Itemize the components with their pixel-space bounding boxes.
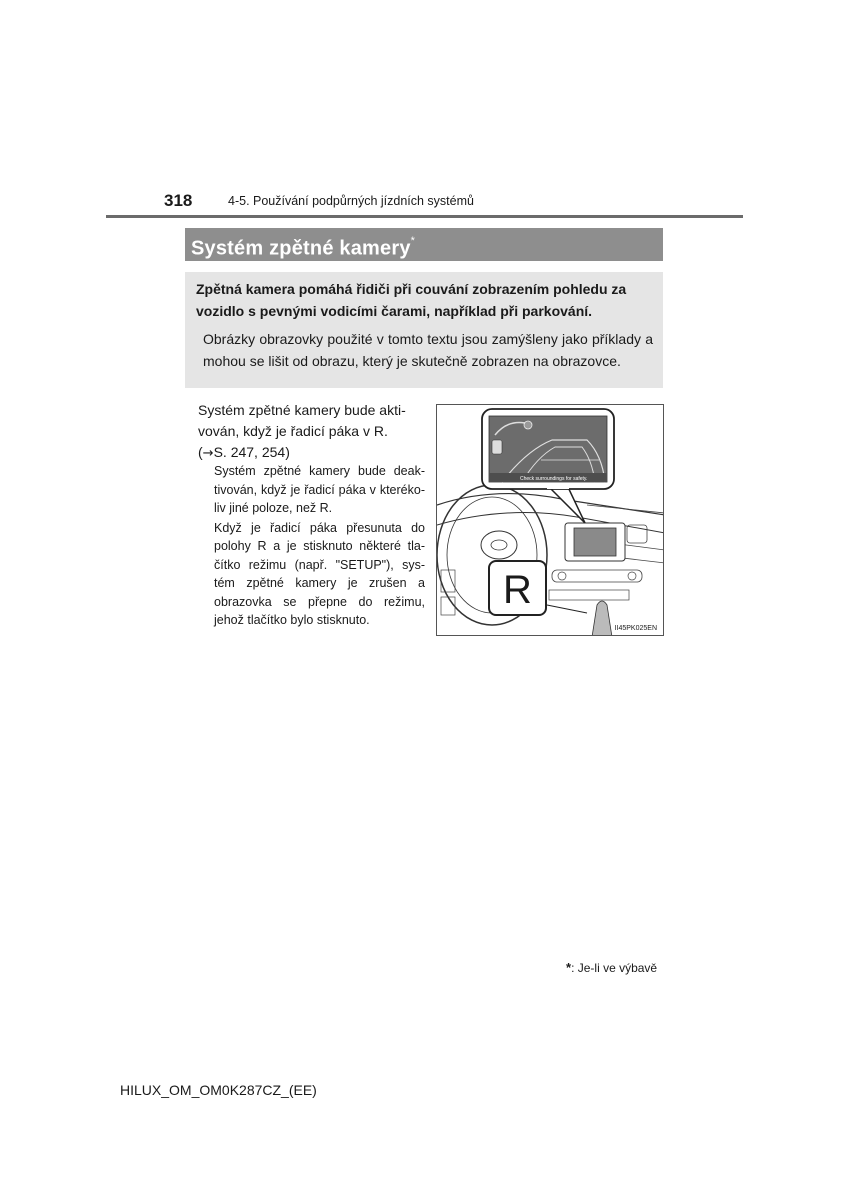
gear-r-label: R [488,560,547,616]
activation-sentence: Systém zpětné kamery bude akti-vován, když je řadicí páka v R. [198,402,406,439]
footnote-marker: * [566,960,572,975]
section-title: Systém zpětné kamery [191,237,411,260]
document-code: HILUX_OM_OM0K287CZ_(EE) [120,1082,317,1098]
ref-open: ( [198,444,203,460]
note-mode-button: Když je řadicí páka přesunuta do polohy R a je stisknuto některé tla-čítko režimu (např. "SETUP"), sys-tém zpětné kamery je zrušen a obrazovka se přepne do režimu, jehož tlačítko bylo stisknuto. [214,520,425,627]
dashboard-illustration [436,404,664,636]
footnote-text: : Je-li ve výbavě [571,961,658,975]
arrow-icon: → [202,446,214,461]
note-deactivation: Systém zpětné kamery bude deak-tivován, když je řadicí páka v kteréko-liv jiné poloze, než R. [214,464,425,515]
dashboard-drawing [437,405,664,636]
figure-code: II45PK025EN [614,625,657,632]
notes-list [214,462,425,631]
screen-caption: Check surroundings for safety. [520,476,588,482]
optional-marker: * [410,235,416,247]
section-title-bar [185,228,663,261]
footnote [566,960,657,975]
intro-bold-text: Zpětná kamera pomáhá řidiči při couvání zobrazením pohledu za vozidlo s pevnými vodicími čarami, například při parkování. [196,281,627,319]
page-reference [198,442,425,464]
header-rule [106,215,743,218]
intro-note-text: Obrázky obrazovky použité v tomto textu jsou zamýšleny jako příklady a mohou se lišit od obrazu, který je skutečně zobrazen na obrazovce. [203,331,653,369]
page-number: 318 [164,191,193,210]
ref-link[interactable]: S. 247, 254) [213,444,290,460]
intro-box [185,272,663,388]
section-heading: 4-5. Používání podpůrných jízdních systémů [228,194,474,208]
activation-text [198,400,425,464]
